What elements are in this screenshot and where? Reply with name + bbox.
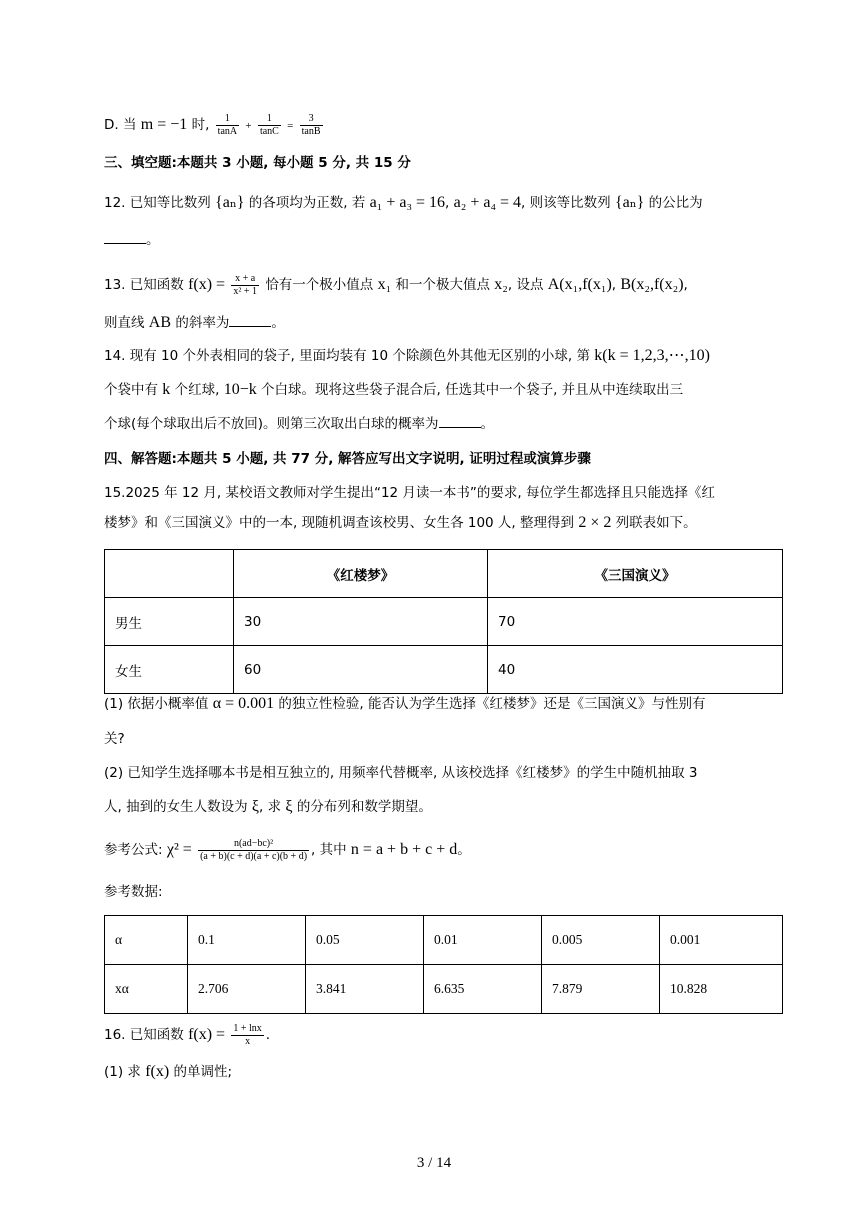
table-cell: 60 [234,646,488,694]
table-cell: 男生 [105,598,234,646]
q15p2-xi-2: ξ [285,798,293,815]
q13-text-b: 恰有一个极小值点 [265,277,374,293]
answer-blank [104,231,146,244]
q15p1-text-a: (1) 依据小概率值 [104,696,209,712]
question-12-line-2 [104,230,160,250]
question-15-part-1-line-1 [104,694,706,714]
contingency-table [104,549,783,694]
formula-chi-squared: χ² = [166,841,192,858]
answer-blank [229,314,271,327]
q14-end: 。 [480,416,495,432]
q14-k: k [162,381,171,398]
table-row [105,598,783,646]
option-d-label: D. 当 [104,117,137,133]
table-cell: 7.879 [542,965,660,1014]
table-cell: 10.828 [660,965,783,1014]
frac-1-tanC: $\frac{1}{\tan C}$ [259,112,279,137]
q16-end: . [265,1027,271,1043]
q12-sequence: {aₙ} [215,194,245,211]
q15p1-alpha: α = 0.001 [212,695,275,712]
q13-line2-end: 。 [271,315,285,331]
table-cell: xα [105,965,188,1014]
q14-k-range: k(k = 1,2,3,⋯,10) [594,347,710,364]
table-row [105,965,783,1014]
table-cell: 女生 [105,646,234,694]
formula-n: n = a + b + c + d [350,841,458,858]
question-14-line-3 [104,414,494,434]
table-cell: 3.841 [306,965,424,1014]
table-header-cell [105,550,234,598]
formula-fraction: $\frac{\text{n(ad−bc)²}}{(a + b)(c + d)(a + c)(b + d)}$ [200,837,308,862]
table-cell: 0.1 [188,916,306,965]
answer-blank [439,415,481,428]
q13-point-a: A(x₁,f(x₁) [547,276,612,293]
q15p2-text-b: , 求 [259,799,282,815]
question-13-line-1 [104,268,688,302]
reference-data-label: 参考数据: [104,884,163,900]
q12-equation-1: a₁ + a₃ = 16 [369,194,446,211]
table-cell: 2.706 [188,965,306,1014]
q16-function: f(x) = [188,1026,226,1043]
table-cell: 0.005 [542,916,660,965]
q13-line2-a: 则直线 [104,315,145,331]
question-12-line-1 [104,193,703,213]
table-cell: α [105,916,188,965]
q12-sequence-2: {aₙ} [614,194,645,211]
table-cell: 0.01 [424,916,542,965]
table-cell: 0.001 [660,916,783,965]
reference-formula [104,834,471,866]
q13-comma: , [611,277,617,293]
question-15-line-2 [104,513,697,533]
q14-line3: 个球(每个球取出后不放回)。则第三次取出白球的概率为 [104,416,439,432]
q12-text-a: 12. 已知等比数列 [104,195,211,211]
table-cell: 70 [488,598,783,646]
q12-text-d: 的公比为 [648,195,703,211]
q15-2x2: 2 × 2 [578,514,612,531]
q13-x1: x₁ [377,276,392,293]
question-14-line-2 [104,380,683,400]
q15p2-text-a: 人, 抽到的女生人数设为 [104,799,248,815]
q13-point-b: B(x₂,f(x₂) [620,276,684,293]
q14-10-minus-k: 10−k [223,381,257,398]
q14-text-a: 14. 现有 10 个外表相同的袋子, 里面均装有 10 个除颜色外其他无区别的小球, 第 [104,348,590,364]
q13-line2-b: 的斜率为 [175,315,230,331]
q13-text-c: 和一个极大值点 [395,277,490,293]
q14-line2-c: 个白球。现将这些袋子混合后, 任选其中一个袋子, 并且从中连续取出三 [261,382,684,398]
q13-fraction: $\frac{x + a}{\text{x² + 1}}$ [233,272,258,297]
q16p1-text-b: 的单调性; [173,1064,233,1080]
option-d-shi: 时, [191,117,210,133]
q13-ab: AB [148,314,172,331]
table-row [105,916,783,965]
q15-line2-a: 楼梦》和《三国演义》中的一本, 现随机调查该校男、女生各 100 人, 整理得到 [104,515,575,531]
q14-line2-b: 个红球, [174,382,220,398]
frac-1-tanA: $\frac{1}{\tan A}$ [217,112,238,137]
q16p1-function: f(x) [145,1063,170,1080]
question-16 [104,1019,270,1051]
q14-line2-a: 个袋中有 [104,382,158,398]
q13-x2: x₂ [494,276,508,293]
q13-text-a: 13. 已知函数 [104,277,184,293]
table-header-row [105,550,783,598]
q15-line2-b: 列联表如下。 [615,515,697,531]
option-d [104,110,325,140]
table-header-cell: 《红楼梦》 [234,550,488,598]
q13-text-d: , 设点 [507,277,544,293]
section-4-heading: 四、解答题:本题共 5 小题, 共 77 分, 解答应写出文字说明, 证明过程或演算步骤 [104,451,591,467]
q15p2-xi: ξ [251,798,260,815]
section-3-heading: 三、填空题:本题共 3 小题, 每小题 5 分, 共 15 分 [104,155,411,171]
q13-function: f(x) = [188,276,226,293]
table-cell: 40 [488,646,783,694]
question-15-line-1: 15.2025 年 12 月, 某校语文教师对学生提出“12 月读一本书”的要求, 每位学生都选择且只能选择《红 [104,485,715,501]
q12-equation-2: a₂ + a₄ = 4 [453,194,522,211]
frac-3-tanB: $\frac{3}{\tan B}$ [301,112,321,137]
option-d-condition: m = −1 [140,116,188,133]
table-cell: 0.05 [306,916,424,965]
formula-end: 。 [457,842,471,858]
q16p1-text-a: (1) 求 [104,1064,141,1080]
equals-sign: = [287,120,294,132]
formula-label: 参考公式: [104,842,163,858]
q16-text-a: 16. 已知函数 [104,1027,184,1043]
q13-end: , [683,277,688,293]
q12-comma: , [445,195,450,211]
table-header-cell: 《三国演义》 [488,550,783,598]
plus-sign: + [245,120,252,132]
q12-text-c: , 则该等比数列 [521,195,611,211]
question-14-line-1 [104,346,710,366]
table-cell: 30 [234,598,488,646]
question-16-part-1 [104,1062,232,1082]
q15p2-text-c: 的分布列和数学期望。 [296,799,432,815]
chi-square-critical-values-table [104,915,783,1014]
page-number: 3 / 14 [416,1155,452,1171]
q12-end: 。 [146,232,160,248]
question-15-part-2-line-1: (2) 已知学生选择哪本书是相互独立的, 用频率代替概率, 从该校选择《红楼梦》的学生中随机抽取 3 [104,765,698,781]
question-13-line-2 [104,313,285,333]
question-15-part-2-line-2 [104,797,432,817]
formula-text-b: , 其中 [311,842,347,858]
question-15-part-1-line-2: 关? [104,731,125,747]
q16-fraction: $\frac{1 + \ln x}{x}$ [233,1022,262,1047]
table-cell: 6.635 [424,965,542,1014]
q15p1-text-b: 的独立性检验, 能否认为学生选择《红楼梦》还是《三国演义》与性别有 [278,696,706,712]
q12-text-b: 的各项均为正数, 若 [248,195,366,211]
table-row [105,646,783,694]
